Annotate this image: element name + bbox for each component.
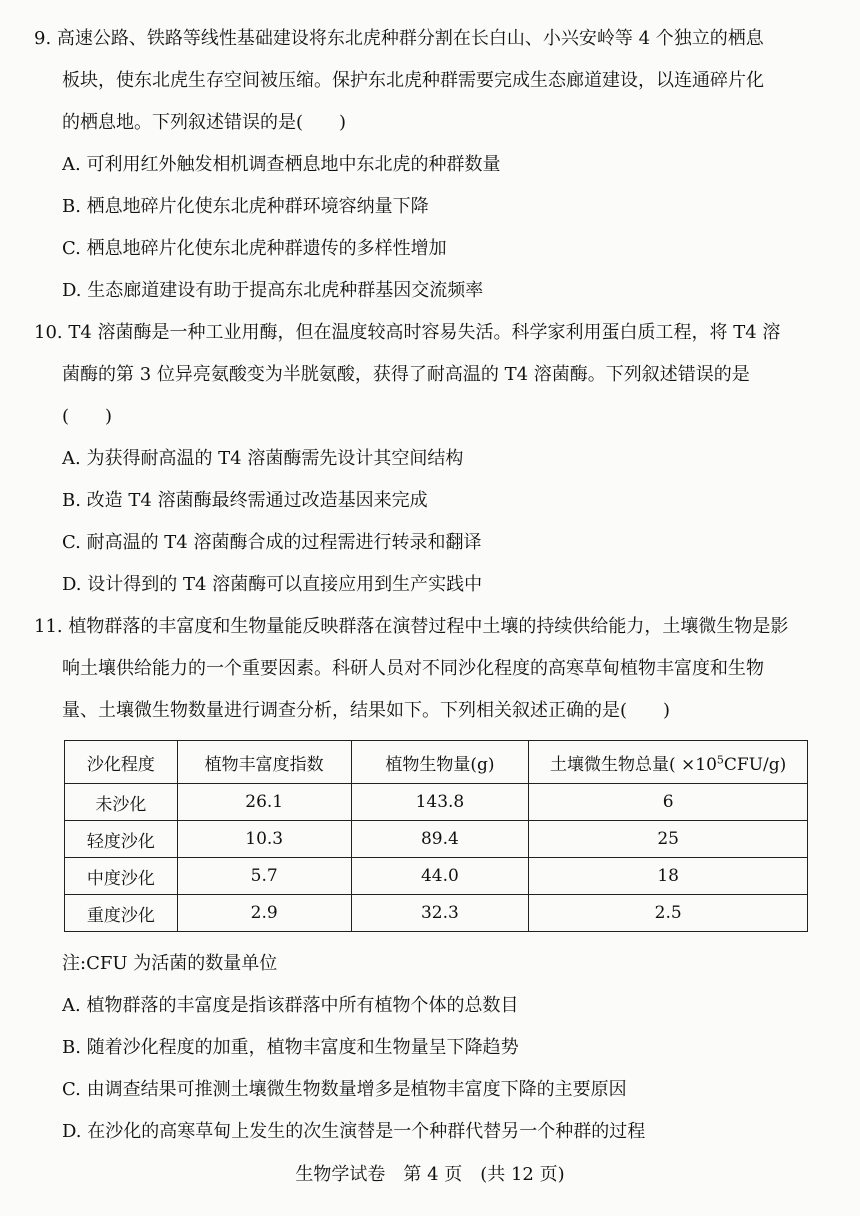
table-cell: 26.1 xyxy=(177,784,351,821)
q9-option-b: B. 栖息地碎片化使东北虎种群环境容纳量下降 xyxy=(62,196,429,217)
q11-option-d: D. 在沙化的高寒草甸上发生的次生演替是一个种群代替另一个种群的过程 xyxy=(62,1121,646,1142)
q10-option-a: A. 为获得耐高温的 T4 溶菌酶需先设计其空间结构 xyxy=(62,448,464,469)
page-footer: 生物学试卷 第 4 页 (共 12 页) xyxy=(295,1164,565,1185)
q10-stem-line2: 菌酶的第 3 位异亮氨酸变为半胱氨酸，获得了耐高温的 T4 溶菌酶。下列叙述错误的是 xyxy=(62,364,750,385)
table-row xyxy=(65,895,808,932)
table-cell: 5.7 xyxy=(177,858,351,895)
table-cell: 44.0 xyxy=(351,858,529,895)
table-cell: 2.9 xyxy=(177,895,351,932)
header-soil-microbe-total xyxy=(529,741,808,784)
table-cell: 中度沙化 xyxy=(65,858,178,895)
q11-option-b: B. 随着沙化程度的加重，植物丰富度和生物量呈下降趋势 xyxy=(62,1037,519,1058)
header-soil-microbe-unit: CFU/g) xyxy=(723,754,787,775)
table-row xyxy=(65,784,808,821)
table-cell: 32.3 xyxy=(351,895,529,932)
q11-option-a: A. 植物群落的丰富度是指该群落中所有植物个体的总数目 xyxy=(62,995,519,1016)
table-cell: 89.4 xyxy=(351,821,529,858)
header-desertification-level: 沙化程度 xyxy=(65,741,178,784)
header-plant-biomass: 植物生物量(g) xyxy=(351,741,529,784)
q9-stem-line1: 9. 高速公路、铁路等线性基础建设将东北虎种群分割在长白山、小兴安岭等 4 个独立的栖息 xyxy=(34,28,764,49)
q10-option-d: D. 设计得到的 T4 溶菌酶可以直接应用到生产实践中 xyxy=(62,574,483,595)
q10-option-c: C. 耐高温的 T4 溶菌酶合成的过程需进行转录和翻译 xyxy=(62,532,482,553)
q9-stem-line3: 的栖息地。下列叙述错误的是( ) xyxy=(62,112,347,133)
q9-option-c: C. 栖息地碎片化使东北虎种群遗传的多样性增加 xyxy=(62,238,447,259)
q11-option-c: C. 由调查结果可推测土壤微生物数量增多是植物丰富度下降的主要原因 xyxy=(62,1079,627,1100)
header-soil-microbe-text: 土壤微生物总量( ×10 xyxy=(550,754,717,775)
table-row xyxy=(65,858,808,895)
q9-option-a: A. 可利用红外触发相机调查栖息地中东北虎的种群数量 xyxy=(62,154,501,175)
header-plant-richness-index: 植物丰富度指数 xyxy=(177,741,351,784)
table-row xyxy=(65,821,808,858)
table-cell: 轻度沙化 xyxy=(65,821,178,858)
table-cell: 6 xyxy=(529,784,808,821)
q10-stem-line3: ( ) xyxy=(62,406,113,427)
table-cell: 10.3 xyxy=(177,821,351,858)
table-cell: 25 xyxy=(529,821,808,858)
q11-stem-line2: 响土壤供给能力的一个重要因素。科研人员对不同沙化程度的高寒草甸植物丰富度和生物 xyxy=(62,658,764,679)
table-cell: 143.8 xyxy=(351,784,529,821)
q9-stem-line2: 板块，使东北虎生存空间被压缩。保护东北虎种群需要完成生态廊道建设，以连通碎片化 xyxy=(62,70,764,91)
table-cell: 2.5 xyxy=(529,895,808,932)
table-cell: 重度沙化 xyxy=(65,895,178,932)
q9-option-d: D. 生态廊道建设有助于提高东北虎种群基因交流频率 xyxy=(62,280,484,301)
q11-stem-line3: 量、土壤微生物数量进行调查分析，结果如下。下列相关叙述正确的是( ) xyxy=(62,700,671,721)
header-exponent: 5 xyxy=(716,752,724,766)
desertification-table xyxy=(64,740,808,932)
q10-stem-line1: 10. T4 溶菌酶是一种工业用酶，但在温度较高时容易失活。科学家利用蛋白质工程，将 T4 溶 xyxy=(34,322,781,343)
table-cell: 18 xyxy=(529,858,808,895)
q11-note: 注:CFU 为活菌的数量单位 xyxy=(62,953,278,974)
table-header-row xyxy=(65,741,808,784)
q10-option-b: B. 改造 T4 溶菌酶最终需通过改造基因来完成 xyxy=(62,490,428,511)
q11-stem-line1: 11. 植物群落的丰富度和生物量能反映群落在演替过程中土壤的持续供给能力，土壤微生物是影 xyxy=(34,616,789,637)
table-cell: 未沙化 xyxy=(65,784,178,821)
